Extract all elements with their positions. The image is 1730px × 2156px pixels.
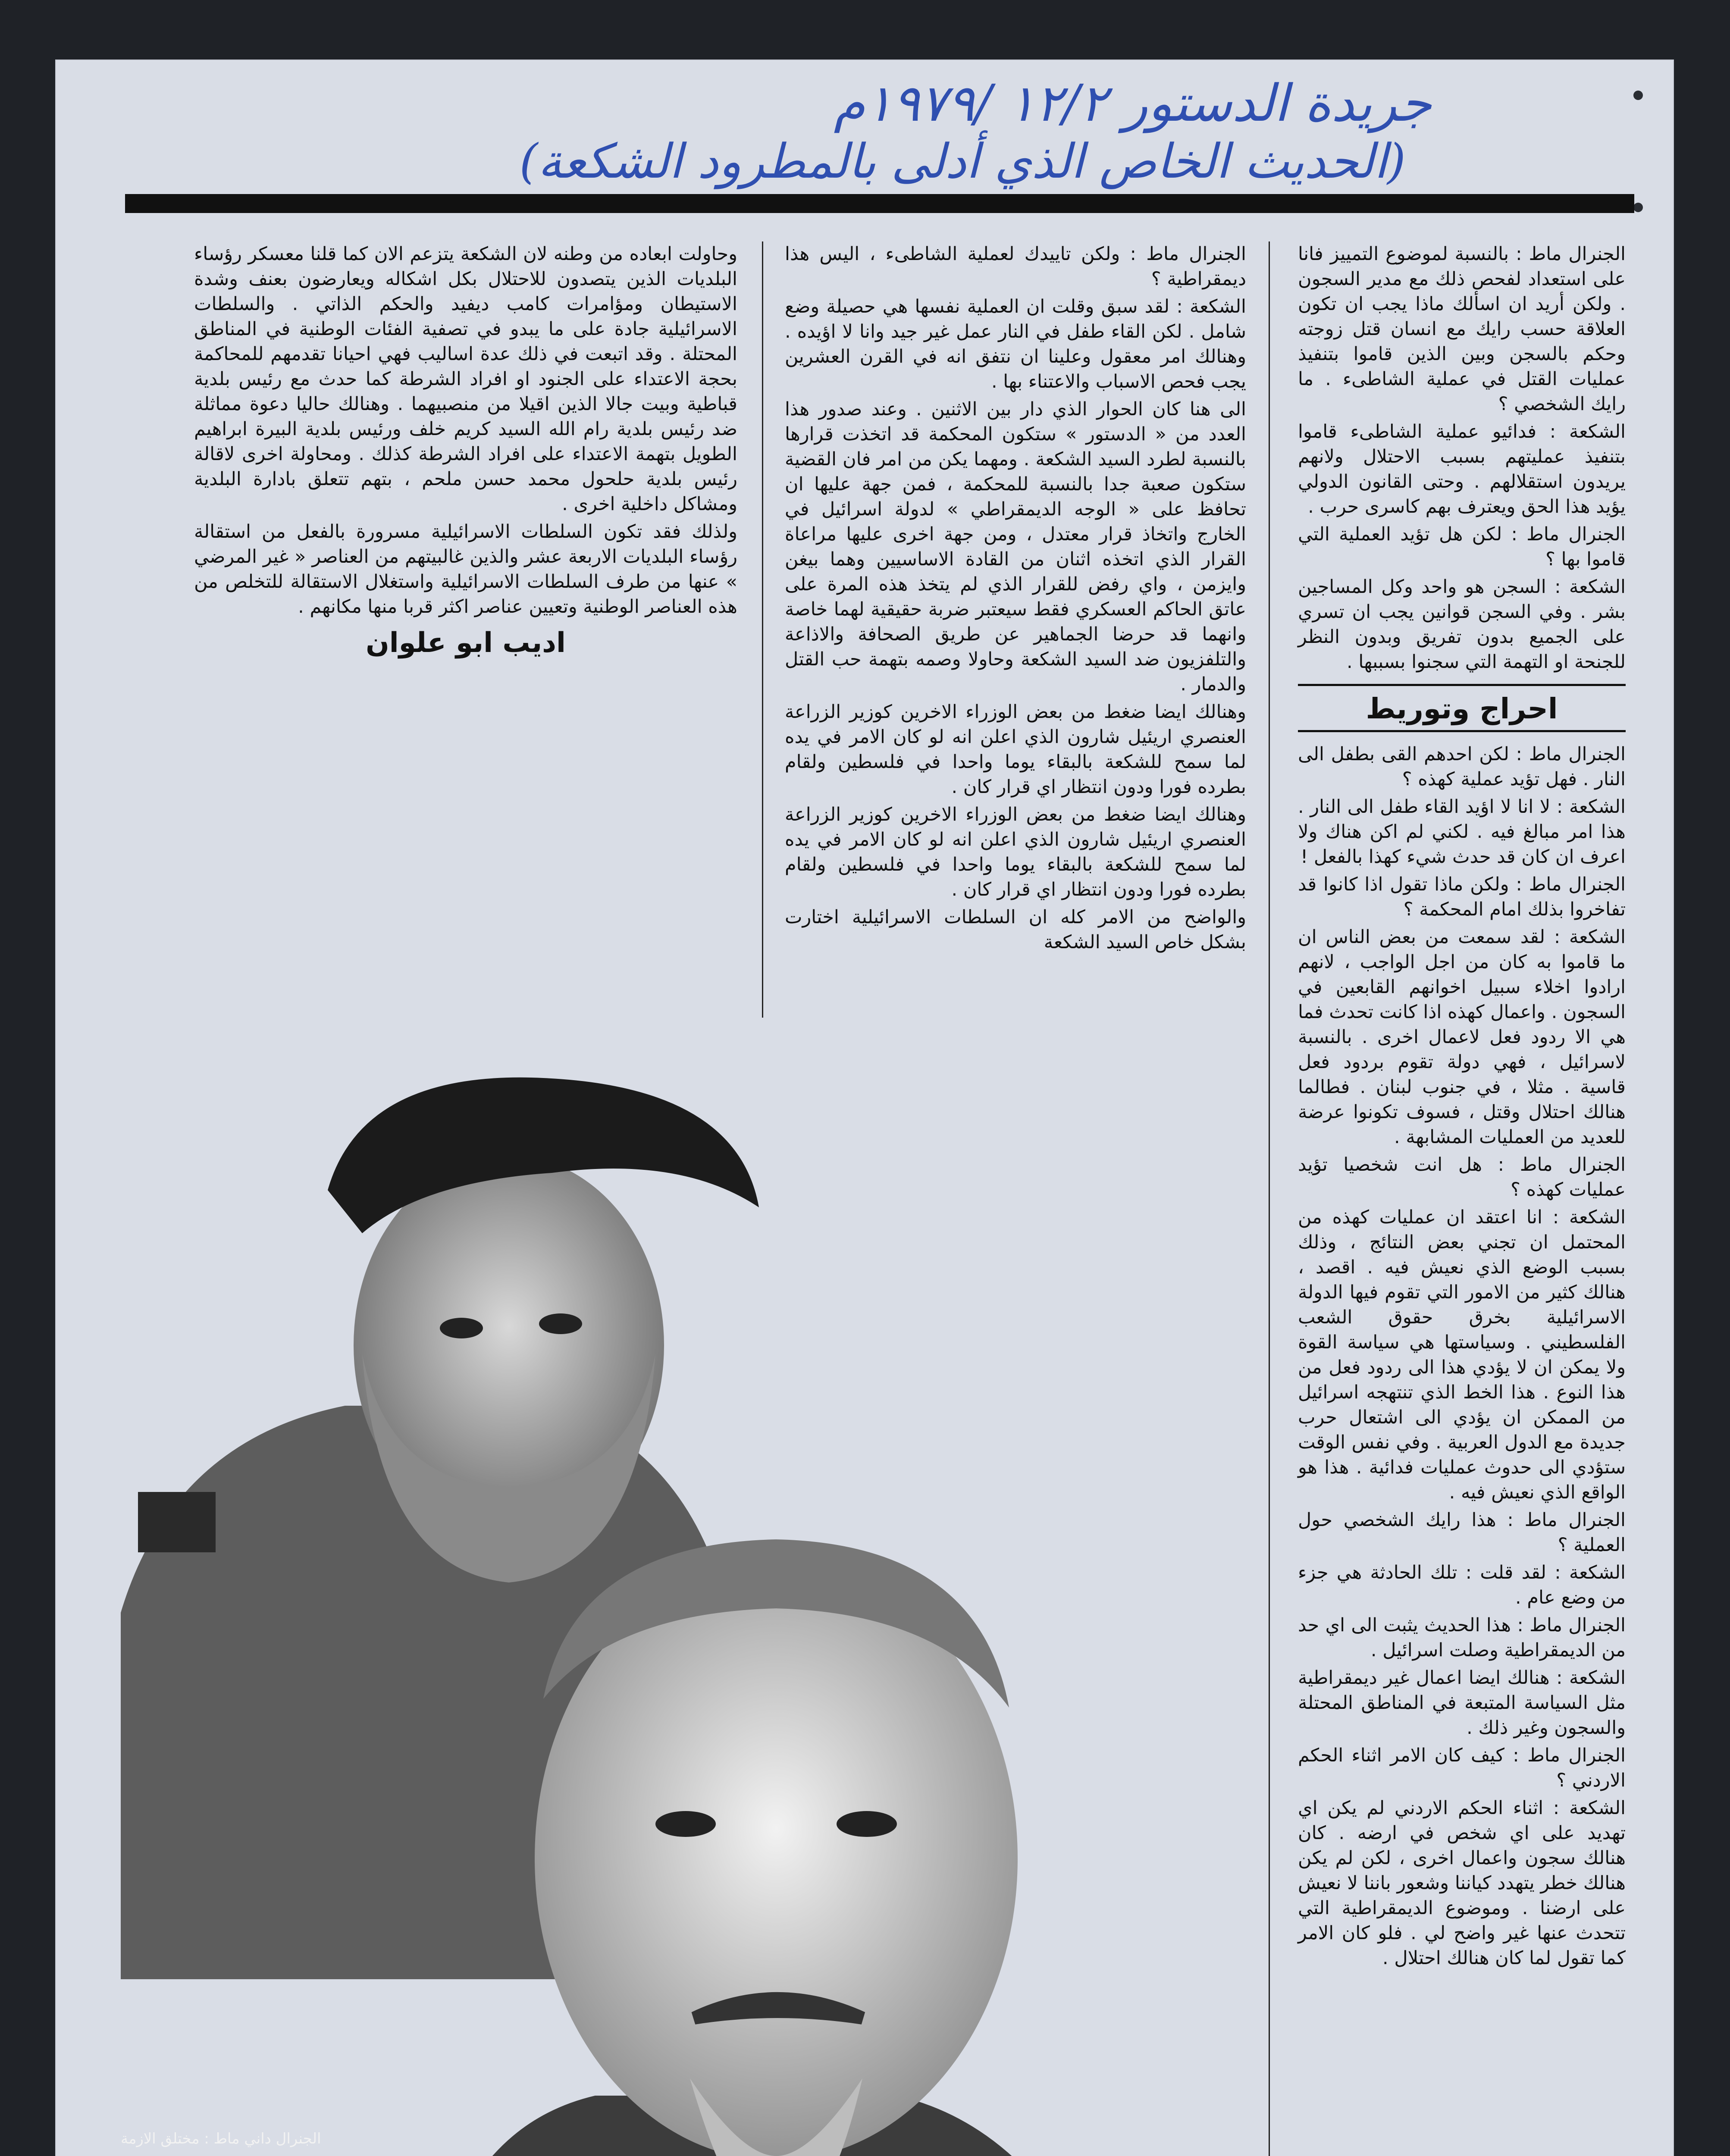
paragraph: ولذلك فقد تكون السلطات الاسرائيلية مسرورة بالفعل من استقالة رؤساء البلديات الاربعة عشر والذين غالبيتهم من العناصر « غير المرضي » عنها من طرف السلطات الاسرائيلية واستغلال الاستقالة للتخلص من هذه العناصر الوطنية وتعيين عناصر اكثر قربا منها مكانهم . <box>194 521 737 617</box>
newspaper-clipping <box>56 60 1673 2156</box>
handwritten-title-note: (الحديث الخاص الذي أدلى بالمطرود الشكعة) <box>519 134 1406 189</box>
paragraph: الجنرال ماط : لكن هل تؤيد العملية التي قاموا بها ؟ <box>1298 523 1626 570</box>
paragraph: الشكعة : السجن هو واحد وكل المساجين بشر . وفي السجن قوانين يجب ان تسري على الجميع بدون تفريق وبدون النظر للجنحة او التهمة التي سجنوا بسببها . <box>1298 576 1626 673</box>
paragraph: والواضح من الامر كله ان السلطات الاسرائيلية اختارت بشكل خاص السيد الشكعة <box>785 906 1246 953</box>
paragraph: الشكعة : اثناء الحكم الاردني لم يكن اي تهديد على اي شخص في ارضه . كان هنالك سجون واعمال اخرى ، لكن لم يكن هنالك خطر يتهدد كياننا وشعور باننا لا نعيش على ارضنا . وموضوع الديمقراطية التي تتحدث عنها غير واضح لي . فلو كان الامر كما تقول لما كان هنالك احتلال . <box>1298 1797 1626 1969</box>
paragraph: الشكعة : هنالك ايضا اعمال غير ديمقراطية مثل السياسة المتبعة في المناطق المحتلة والسجون وغير ذلك . <box>1298 1667 1626 1739</box>
paragraph: الجنرال ماط : هذا رايك الشخصي حول العملية ؟ <box>1298 1509 1626 1556</box>
paragraph: الجنرال ماط : ولكن ماذا تقول اذا كانوا قد تفاخروا بذلك امام المحكمة ؟ <box>1298 874 1626 920</box>
author-byline: اديب ابو علوان <box>366 627 566 659</box>
eye <box>440 1318 483 1338</box>
article-column-right <box>1298 241 1626 1973</box>
paragraph: الشكعة : لقد سمعت من بعض الناس ان ما قاموا به كان من اجل الواجب ، لانهم ارادوا اخلاء سبيل اخوانهم القابعين في السجون . واعمال كهذه اذا كانت تحدث فما هي الا ردود فعل لاعمال اخرى . بالنسبة لاسرائيل ، فهي دولة تقوم بردود فعل قاسية . مثلا ، في جنوب لبنان . فطالما هنالك احتلال وقتل ، فسوف تكونوا عرضة للعديد من العمليات المشابهة . <box>1298 926 1626 1148</box>
subheading: احراج وتوريط <box>1298 684 1626 732</box>
paragraph: الجنرال ماط : لكن احدهم القى بطفل الى النار . فهل تؤيد عملية كهذه ؟ <box>1298 743 1626 790</box>
paragraph: الشكعة : لا انا لا اؤيد القاء طفل الى النار . هذا امر مبالغ فيه . لكني لم اكن هناك ولا اعرف ان كان قد حدث شيء كهذا بالفعل ! <box>1298 796 1626 868</box>
portrait-illustration <box>121 1052 1186 2156</box>
paragraph: وهنالك ايضا ضغط من بعض الوزراء الاخرين كوزير الزراعة العنصري اريئيل شارون الذي اعلن انه لو كان الامر في يده لما سمح للشكعة بالبقاء يوما واحدا في فلسطين ولقام بطرده فورا ودون انتظار اي قرار كان . <box>785 804 1246 900</box>
paragraph: الى هنا كان الحوار الذي دار بين الاثنين . وعند صدور هذا العدد من « الدستور » ستكون المحكمة قد اتخذت قرارها بالنسبة لطرد السيد الشكعة . ومهما يكن من امر فان القضية ستكون صعبة جدا بالنسبة للمحكمة ، فمن جهة عليها ان تحافظ على « الوجه الديمقراطي » لدولة اسرائيل في الخارج واتخاذ قرار معتدل ، ومن جهة اخرى عليها مراعاة القرار الذي اتخذه اثنان من القادة الاساسيين وهما بيغن وايزمن ، واي رفض للقرار الذي لم يتخذ هذه المرة على عاتق الحاكم العسكري فقط سيعتبر ضربة حقيقية لهما خاصة وانهما قد حرضا الجماهير عن طريق الصحافة والاذاعة والتلفزيون ضد السيد الشكعة وحاولا وصمه بتهمة حب القتل والدمار . <box>785 398 1246 695</box>
paragraph: الجنرال ماط : هل انت شخصيا تؤيد عمليات كهذه ؟ <box>1298 1154 1626 1200</box>
photo-caption-general: الجنرال داني ماط : مختلق الازمة <box>121 2130 321 2147</box>
paragraph: الجنرال ماط : هذا الحديث يثبت الى اي حد من الديمقراطية وصلت اسرائيل . <box>1298 1614 1626 1661</box>
article-column-left <box>194 241 737 659</box>
paragraph: الشكعة : لقد سبق وقلت ان العملية نفسها هي حصيلة وضع شامل . لكن القاء طفل في النار عمل غير جيد وانا لا اؤيده . وهنالك امر معقول وعلينا ان نتفق انه في القرن العشرين يجب فحص الاسباب والاعتناء بها . <box>785 296 1246 392</box>
paragraph: الشكعة : انا اعتقد ان عمليات كهذه من المحتمل ان تجني بعض النتائج ، وذلك بسبب الوضع الذي نعيش فيه . اقصد ، هنالك كثير من الامور التي تقوم فيها الدولة الاسرائيلية بخرق حقوق الشعب الفلسطيني . وسياستها هي سياسة القوة ولا يمكن ان لا يؤدي هذا الى ردود فعل من هذا النوع . هذا الخط الذي تنتهجه اسرائيل من الممكن ان يؤدي الى اشتعال حرب جديدة مع الدول العربية . وفي نفس الوقت ستؤدي الى حدوث عمليات فدائية . هذا هو الواقع الذي نعيش فيه . <box>1298 1206 1626 1503</box>
paragraph: الشكعة : لقد قلت : تلك الحادثة هي جزء من وضع عام . <box>1298 1562 1626 1608</box>
eye <box>539 1313 582 1334</box>
rank-insignia <box>138 1492 216 1552</box>
paragraph: الشكعة : فدائيو عملية الشاطىء قاموا بتنفيذ عمليتهم بسبب الاحتلال ولانهم يريدون استقلالهم . وحتى القانون الدولي يؤيد هذا الحق ويعترف بهم كاسرى حرب . <box>1298 421 1626 517</box>
eye <box>837 1811 897 1837</box>
column-divider <box>1269 241 1270 2156</box>
paragraph: الجنرال ماط : ولكن تاييدك لعملية الشاطىء ، اليس هذا ديمقراطية ؟ <box>785 243 1246 290</box>
handwritten-source-note: جريدة الدستور ١٢/٢ /١٩٧٩م <box>834 73 1432 133</box>
paragraph: وهنالك ايضا ضغط من بعض الوزراء الاخرين كوزير الزراعة العنصري اريئيل شارون الذي اعلن انه لو كان الامر في يده لما سمح للشكعة بالبقاء يوما واحدا في فلسطين ولقام بطرده فورا ودون انتظار اي قرار كان . <box>785 701 1246 798</box>
mustache <box>694 1999 862 2018</box>
article-column-middle <box>785 241 1246 957</box>
paragraph: الجنرال ماط : بالنسبة لموضوع التمييز فانا على استعداد لفحص ذلك مع مدير السجون . ولكن أريد ان اسألك ماذا يجب ان تكون العلاقة حسب رايك مع انسان قتل زوجته وحكم بالسجن وبين الذين قاموا بتنفيذ عمليات القتل في عملية الشاطىء . ما رايك الشخصي ؟ <box>1298 243 1626 415</box>
portrait-photographs <box>121 1052 1186 2156</box>
column-divider <box>762 241 763 1018</box>
punch-hole <box>1633 203 1643 212</box>
paragraph: الجنرال ماط : كيف كان الامر اثناء الحكم الاردني ؟ <box>1298 1745 1626 1791</box>
eye <box>655 1811 716 1837</box>
header-rule <box>125 194 1634 213</box>
punch-hole <box>1633 91 1643 100</box>
paragraph: وحاولت ابعاده من وطنه لان الشكعة يتزعم الان كما قلنا معسكر رؤساء البلديات الذين يتصدون للاحتلال بكل اشكاله ويعارضون بعنف وشدة الاستيطان ومؤامرات كامب ديفيد والحكم الذاتي . والسلطات الاسرائيلية جادة على ما يبدو في تصفية الفئات الوطنية في المناطق المحتلة . وقد اتبعت في ذلك عدة اساليب فهي احيانا تقدمهم للمحاكمة بحجة الاعتداء على الجنود او افراد الشرطة كما حدث مع رئيس بلدية قباطية وبيت جالا الذين اقيلا من منصبيهما . وهنالك حاليا دعوة مماثلة ضد رئيس بلدية رام الله السيد كريم خلف ورئيس بلدية البيرة ابراهيم الطويل بتهمة الاعتداء على افراد الشرطة كذلك . ومحاولة اخرى لاقالة رئيس بلدية حلحول محمد حسن ملحم ، بتهم تتعلق بادارة البلدية ومشاكل داخلية اخرى . <box>194 243 737 515</box>
